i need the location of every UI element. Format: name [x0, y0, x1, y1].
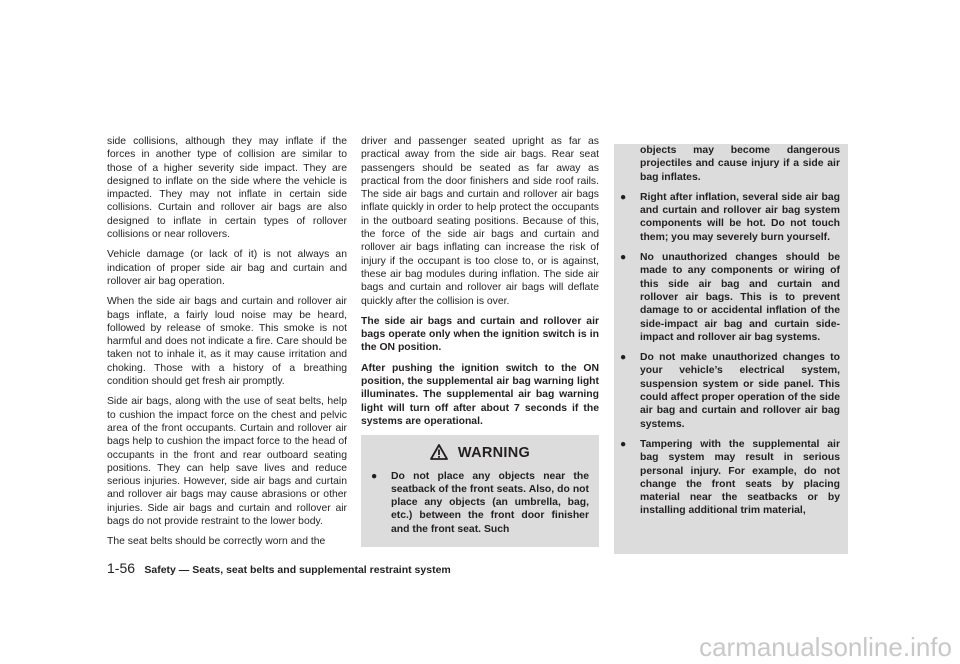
bullet-dot: ● — [620, 252, 627, 264]
continuation-text: objects may become dangerous projectiles and cause injury if a side air bag inflates. — [640, 145, 840, 183]
page-footer — [107, 560, 451, 576]
warning-triangle-icon — [430, 444, 448, 460]
paragraph: The seat belts should be correctly worn and the — [107, 536, 326, 548]
warning-box — [361, 435, 599, 547]
left-text-column — [107, 135, 347, 556]
bullet-dot: ● — [371, 470, 378, 482]
right-warning-column — [614, 144, 848, 554]
list-item-text: Do not place any objects near the seatback of the front seats. Also, do not place any objects (an umbrella, bag, etc.) between the front door finisher and the front seat. Such — [391, 470, 589, 535]
warning-list — [620, 191, 840, 518]
bullet-dot: ● — [620, 438, 627, 450]
watermark[interactable]: carmanualsonline.info — [699, 632, 952, 662]
bold-paragraph: After pushing the ignition switch to the ON position, the supplemental air bag warning light illuminates. The supplemental air bag warning light will turn off after about 7 seconds if the systems are operational. — [361, 362, 599, 427]
section-title: Safety — Seats, seat belts and supplemental restraint system — [144, 564, 451, 576]
bullet-dot: ● — [620, 191, 627, 203]
list-item-text: No unauthorized changes should be made to any components or wiring of this side air bag and curtain and rollover air bags. This is to prevent damage to or accidental inflation of the side-impact air bag and curtain side-impact and rollover air bag systems. — [640, 252, 840, 343]
list-item — [620, 351, 840, 431]
list-item-text: Do not make unauthorized changes to your vehicle’s electrical system, suspension system or side panel. This could affect proper operation of the side air bag and curtain and rollover air bag systems. — [640, 352, 840, 430]
paragraph: Side air bags, along with the use of seat belts, help to cushion the impact force on the chest and pelvic area of the front occupants. Curtain and rollover air bags help to cushion the impact force to the head of occupants in the front and rear outboard seating positions. They can help save lives and reduce serious injuries. However, side air bags and curtain and rollover air bags may cause abrasions or other injuries. Side air bags and curtain and rollover air bags do not provide restraint to the lower body. — [107, 396, 347, 528]
bold-paragraph: The side air bags and curtain and rollover air bags operate only when the ignition switch is in the ON position. — [361, 315, 599, 354]
paragraph: When the side air bags and curtain and rollover air bags inflate, a fairly loud noise may be heard, followed by release of smoke. This smoke is not harmful and does not indicate a fire. Care should be taken not to inhale it, as it may cause irritation and choking. Those with a history of a breathing condition should get fresh air promptly. — [107, 296, 347, 388]
bullet-dot: ● — [620, 352, 627, 364]
warning-list — [371, 470, 589, 536]
paragraph: driver and passenger seated upright as far as practical away from the side air bags. Rear seat passengers should be seated as far away as practical from the door finishers and side roof rails. The side air bags and curtain and rollover air bags inflate quickly in order to help protect the occupants in the outboard seating positions. Because of this, the force of the side air bags and curtain and rollover air bags inflating can increase the risk of injury if the occupant is too close to, or is against, these air bag modules during inflation. The side air bags and curtain and rollover air bags will deflate quickly after the collision is over. — [361, 136, 599, 307]
list-item — [620, 438, 840, 518]
paragraph: Vehicle damage (or lack of it) is not always an indication of proper side air bag and curtain and rollover air bag operation. — [107, 249, 347, 287]
list-item — [620, 191, 840, 244]
list-item — [620, 251, 840, 344]
warning-heading — [371, 444, 589, 460]
warning-title: WARNING — [457, 445, 531, 462]
page-number: 1-56 — [107, 560, 136, 576]
paragraph: side collisions, although they may inflate if the forces in another type of collision are similar to those of a higher severity side impact. They are designed to inflate on the side where the vehicle is impacted. They may not inflate in certain side collisions. Curtain and rollover air bags are also designed to inflate in certain types of rollover collisions or near rollovers. — [107, 136, 347, 241]
list-item — [371, 470, 589, 536]
middle-text-column — [361, 135, 599, 547]
list-item-text: Tampering with the supplemental air bag system may result in serious personal injury. For example, do not change the front seats by placing material near the seatbacks or by installing additional trim material, — [640, 438, 840, 517]
list-item-text: Right after inflation, several side air bag and curtain and rollover air bag system components will be hot. Do not touch them; you may severely burn yourself. — [640, 191, 840, 243]
